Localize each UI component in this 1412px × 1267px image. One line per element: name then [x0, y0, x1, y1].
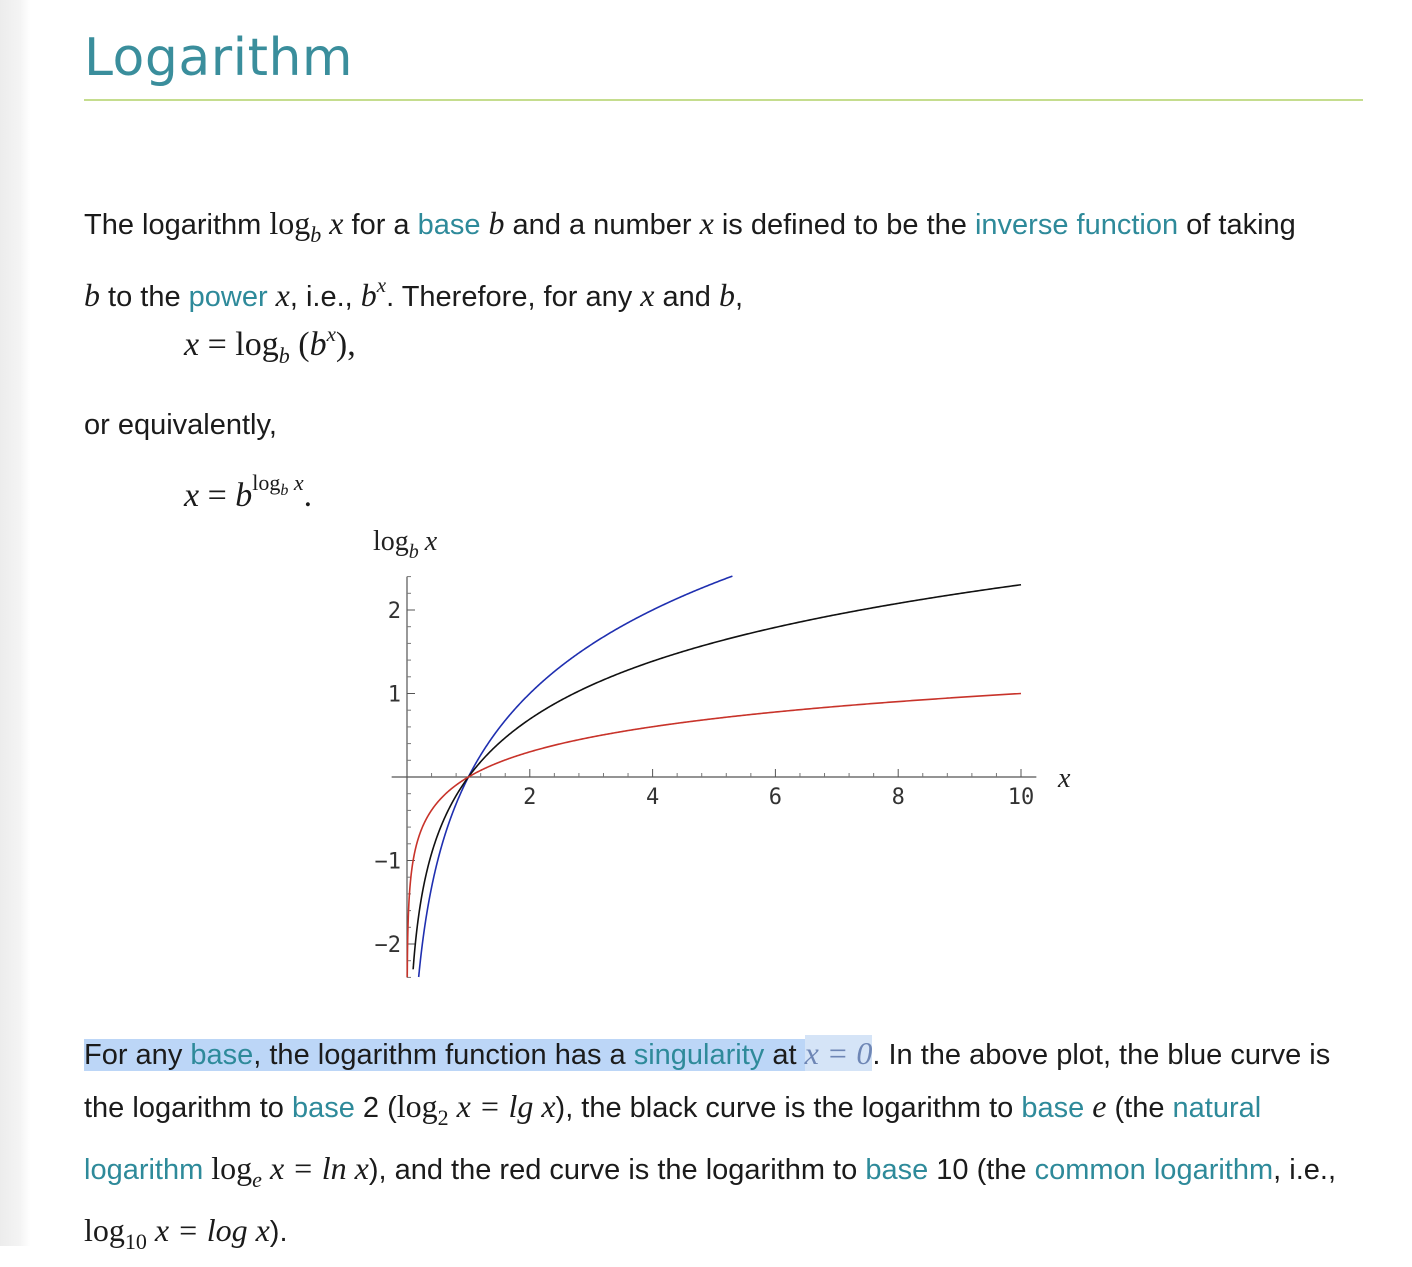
math-b: b	[84, 277, 100, 313]
math-b: b	[718, 277, 735, 313]
y-tick-label: 2	[387, 599, 401, 624]
math-sub-b: b	[310, 222, 322, 247]
x-tick-label: 6	[768, 785, 783, 810]
link-base[interactable]: base	[1021, 1092, 1085, 1124]
text: 10 (the	[928, 1154, 1035, 1186]
math-x: x	[321, 205, 344, 241]
math-log: log	[203, 1150, 253, 1186]
math-log: log	[269, 205, 311, 241]
logarithm-plot	[340, 520, 1100, 990]
text: For any	[84, 1039, 191, 1071]
link-base[interactable]: base	[417, 209, 481, 241]
page-title: Logarithm	[84, 28, 354, 88]
link-natural-logarithm[interactable]: natural logarithm	[84, 1092, 1262, 1186]
text: at	[764, 1039, 805, 1071]
text: The logarithm	[84, 209, 270, 241]
y-tick-label: −2	[374, 933, 401, 958]
eq-lhs: x	[184, 326, 200, 363]
math-lg: x = lg x	[448, 1088, 556, 1124]
text: , i.e.,	[289, 281, 361, 313]
math-e: e	[1084, 1088, 1107, 1124]
text: is defined to be the	[713, 209, 975, 241]
eq-open: (	[289, 326, 310, 363]
x-axis-title: x	[1058, 763, 1071, 794]
equivalently-paragraph: or equivalently,	[84, 409, 277, 441]
math-x: x	[267, 277, 290, 313]
link-common-logarithm[interactable]: common logarithm	[1034, 1154, 1274, 1186]
eq-sup-sub: b	[280, 482, 289, 499]
chart-axes	[375, 577, 1037, 978]
text: ), and the red curve is the logarithm to	[368, 1154, 866, 1186]
eq-sup-x: x	[288, 470, 304, 495]
text: (the	[1106, 1092, 1173, 1124]
math-log-x: x = log x	[146, 1212, 270, 1248]
link-base[interactable]: base	[291, 1092, 355, 1124]
math-sub-10: 10	[124, 1229, 147, 1254]
text: and	[654, 281, 719, 313]
math-b: b	[360, 277, 377, 313]
eq-lhs: x	[184, 477, 200, 514]
eq-equals: =	[199, 326, 236, 363]
curve-log-base-10	[407, 694, 1021, 978]
explanation-paragraph	[84, 1028, 1374, 1267]
math-sup-x: x	[376, 273, 387, 297]
chart-labels	[373, 526, 1071, 794]
equation-2	[184, 470, 312, 515]
math-log: log	[396, 1088, 438, 1124]
text: to the	[100, 281, 189, 313]
text: and a number	[504, 209, 700, 241]
eq-close: ),	[335, 326, 356, 363]
link-singularity[interactable]: singularity	[633, 1039, 765, 1071]
math-b: b	[480, 205, 505, 241]
eq-sup: x	[326, 322, 336, 346]
text: , the logarithm function has a	[253, 1039, 634, 1071]
text: 2 (	[354, 1092, 397, 1124]
eq-end: .	[303, 477, 313, 514]
eq-equals: =	[199, 477, 236, 514]
text: , i.e.,	[1273, 1154, 1336, 1186]
math-ln: x = ln x	[261, 1150, 369, 1186]
eq-log-sub: b	[278, 343, 290, 368]
math-sub-2: 2	[437, 1105, 449, 1130]
x-tick-label: 2	[523, 785, 537, 810]
text: for a	[343, 209, 418, 241]
eq-base: b	[235, 477, 253, 514]
left-margin-shade	[0, 0, 30, 1246]
y-tick-label: −1	[374, 849, 401, 875]
math-x: x	[699, 205, 714, 241]
text: of taking	[1178, 209, 1296, 241]
text: . Therefore, for any	[386, 281, 641, 313]
y-axis-title: $\log_b x$	[373, 526, 438, 563]
x-tick-label: 8	[891, 785, 905, 810]
math-x-equals-zero: x = 0	[804, 1035, 873, 1071]
highlighted-text	[84, 1039, 805, 1071]
eq-sup-log: log	[252, 470, 281, 495]
text: . In the above plot, the blue curve is the logarithm to	[84, 1039, 1331, 1124]
math-log: log	[84, 1212, 125, 1248]
y-tick-label: 1	[387, 682, 401, 708]
eq-log: log	[235, 326, 279, 363]
eq-base: b	[309, 326, 327, 363]
text: ,	[734, 281, 744, 313]
link-base[interactable]: base	[190, 1039, 254, 1071]
intro-paragraph	[84, 198, 1374, 323]
text: ).	[269, 1216, 288, 1248]
link-base[interactable]: base	[865, 1154, 929, 1186]
title-divider	[84, 99, 1363, 101]
link-inverse-function[interactable]: inverse function	[974, 209, 1179, 241]
x-tick-label: 10	[1007, 785, 1035, 810]
math-x: x	[640, 277, 655, 313]
math-sub-e: e	[252, 1167, 262, 1192]
equation-1	[184, 322, 356, 369]
x-tick-label: 4	[645, 785, 660, 810]
text: ), the black curve is the logarithm to	[555, 1092, 1022, 1124]
link-power[interactable]: power	[188, 281, 268, 313]
